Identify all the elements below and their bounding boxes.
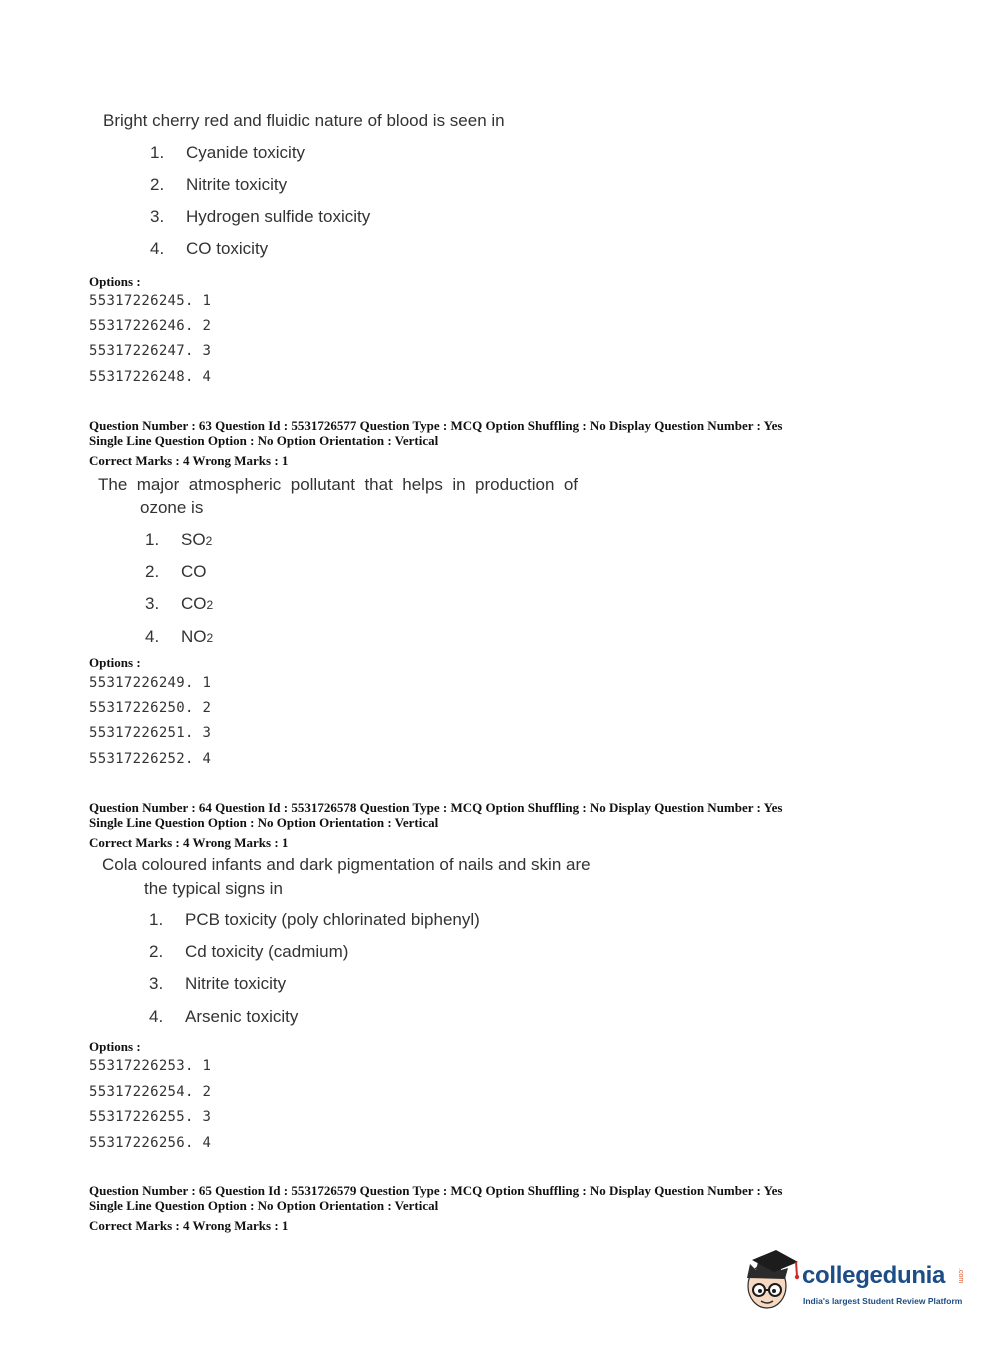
q63-meta-line2: Single Line Question Option : No Option Orientation : Vertical	[89, 433, 439, 448]
q65-meta-line2: Single Line Question Option : No Option Orientation : Vertical	[89, 1198, 439, 1213]
q63-option-4: 55317226252. 4	[89, 751, 212, 767]
q64-marks: Correct Marks : 4 Wrong Marks : 1	[89, 835, 289, 850]
q64-option-4: 55317226256. 4	[89, 1135, 212, 1151]
brand-name: collegedunia	[802, 1262, 946, 1289]
q63-meta-line1: Question Number : 63 Question Id : 5531726577 Question Type : MCQ Option Shuffling : No Display Question Number : Yes	[89, 418, 783, 433]
q63-choice-1: 1. SO2	[145, 530, 213, 549]
q63-options-label: Options :	[89, 655, 141, 670]
q65-marks: Correct Marks : 4 Wrong Marks : 1	[89, 1218, 289, 1233]
brand-tagline: India's largest Student Review Platform	[803, 1296, 963, 1306]
q64-meta-line1: Question Number : 64 Question Id : 5531726578 Question Type : MCQ Option Shuffling : No Display Question Number : Yes	[89, 800, 783, 815]
q64-choice-4: 4. Arsenic toxicity	[149, 1007, 299, 1026]
q63-choice-2: 2. CO	[145, 562, 207, 581]
question-63-text-line1: The major atmospheric pollutant that helps in production of	[98, 475, 579, 494]
q62-option-3: 55317226247. 3	[89, 343, 212, 359]
q63-choice-3: 3. CO2	[145, 594, 214, 613]
q62-choice-4: 4. CO toxicity	[150, 239, 269, 258]
graduate-mascot-icon	[742, 1248, 800, 1318]
q62-options-label: Options :	[89, 274, 141, 289]
q64-choice-2: 2. Cd toxicity (cadmium)	[149, 942, 349, 961]
q64-option-3: 55317226255. 3	[89, 1109, 212, 1125]
q63-option-3: 55317226251. 3	[89, 725, 212, 741]
q62-choice-1: 1. Cyanide toxicity	[150, 143, 306, 162]
collegedunia-logo[interactable]	[742, 1248, 982, 1318]
q62-option-2: 55317226246. 2	[89, 318, 212, 334]
q63-marks: Correct Marks : 4 Wrong Marks : 1	[89, 453, 289, 468]
q62-choice-3: 3. Hydrogen sulfide toxicity	[150, 207, 371, 226]
question-63-text-line2: ozone is	[140, 498, 204, 517]
q62-choice-2: 2. Nitrite toxicity	[150, 175, 288, 194]
q63-option-1: 55317226249. 1	[89, 675, 212, 691]
q64-option-1: 55317226253. 1	[89, 1058, 212, 1074]
question-62-text: Bright cherry red and fluidic nature of blood is seen in	[103, 111, 505, 130]
q64-option-2: 55317226254. 2	[89, 1084, 212, 1100]
q64-choice-1: 1. PCB toxicity (poly chlorinated biphenyl)	[149, 910, 480, 929]
question-64-text-line2: the typical signs in	[144, 879, 283, 898]
q64-meta-line2: Single Line Question Option : No Option Orientation : Vertical	[89, 815, 439, 830]
question-64-text-line1: Cola coloured infants and dark pigmentation of nails and skin are	[102, 855, 591, 874]
q65-meta-line1: Question Number : 65 Question Id : 5531726579 Question Type : MCQ Option Shuffling : No Display Question Number : Yes	[89, 1183, 783, 1198]
q64-choice-3: 3. Nitrite toxicity	[149, 974, 287, 993]
q62-option-1: 55317226245. 1	[89, 293, 212, 309]
q62-option-4: 55317226248. 4	[89, 369, 212, 385]
q63-choice-4: 4. NO2	[145, 627, 214, 646]
brand-suffix: .com	[957, 1268, 964, 1284]
q64-options-label: Options :	[89, 1039, 141, 1054]
q63-option-2: 55317226250. 2	[89, 700, 212, 716]
